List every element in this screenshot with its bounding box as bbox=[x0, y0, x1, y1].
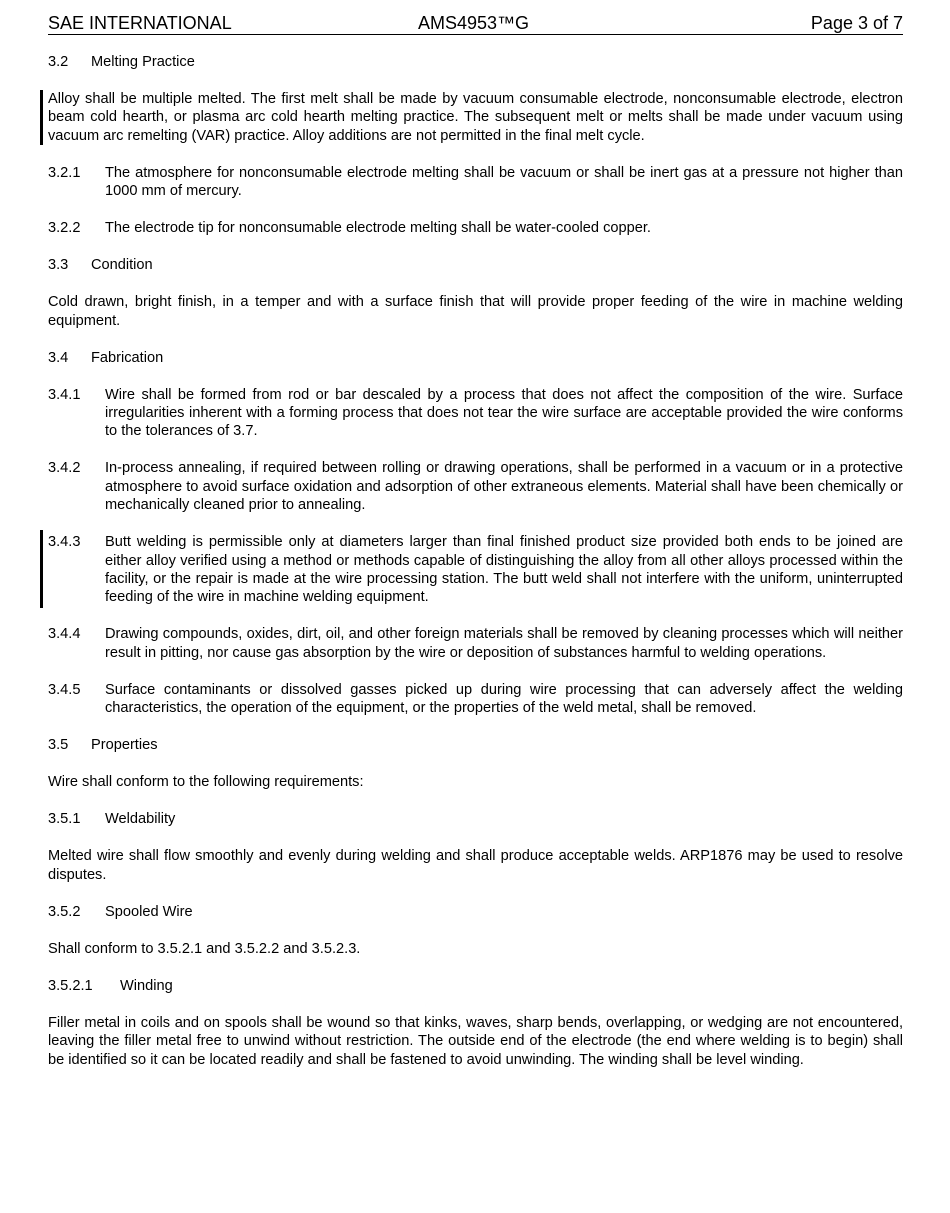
section-number: 3.4.5 bbox=[48, 681, 81, 698]
paragraph-text: The electrode tip for nonconsumable electrode melting shall be water-cooled copper. bbox=[105, 220, 651, 237]
section-title: Fabrication bbox=[91, 349, 164, 366]
section-heading-3-2 bbox=[48, 53, 903, 71]
section-heading-3-5-2 bbox=[48, 903, 903, 921]
section-title: Condition bbox=[91, 257, 153, 274]
section-number: 3.4.1 bbox=[48, 386, 81, 403]
section-heading-3-5-1 bbox=[48, 810, 903, 828]
paragraph-text: Melted wire shall flow smoothly and evenly during welding and shall produce acceptable welds. ARP1876 may be used to resolve disputes. bbox=[48, 848, 903, 883]
paragraph-text: Alloy shall be multiple melted. The first melt shall be made by vacuum consumable electrode, nonconsumable electrode, electron beam cold hearth, or plasma arc cold hearth melting practice. The subsequent melt or melts shall be made under vacuum using vacuum arc remelting (VAR) practice. Alloy additions are not permitted in the final melt cycle. bbox=[48, 91, 903, 144]
header-org: SAE INTERNATIONAL bbox=[48, 13, 232, 33]
section-item-3-4-2 bbox=[48, 459, 903, 514]
paragraph-text: Surface contaminants or dissolved gasses picked up during wire processing that can adversely affect the welding characteristics, the operation of the equipment, or the properties of the weld metal, shall be removed. bbox=[105, 681, 903, 717]
section-number: 3.5 bbox=[48, 737, 69, 754]
section-number: 3.4.4 bbox=[48, 626, 81, 643]
paragraph-text: Shall conform to 3.5.2.1 and 3.5.2.2 and 3.5.2.3. bbox=[48, 940, 361, 957]
section-item-3-4-4 bbox=[48, 625, 903, 662]
section-heading-3-3 bbox=[48, 256, 903, 274]
section-heading-3-4 bbox=[48, 349, 903, 367]
section-number: 3.5.1 bbox=[48, 811, 81, 828]
section-number: 3.5.2 bbox=[48, 903, 81, 920]
section-title: Spooled Wire bbox=[105, 903, 193, 920]
revision-change-bar bbox=[40, 90, 43, 145]
section-text-3-5-1 bbox=[48, 847, 903, 884]
section-item-3-2-1 bbox=[48, 164, 903, 201]
section-heading-3-5-2-1 bbox=[48, 977, 903, 995]
section-text-3-3 bbox=[48, 293, 903, 330]
section-number: 3.4 bbox=[48, 349, 69, 366]
paragraph-text: Butt welding is permissible only at diameters larger than final finished product size provided both ends to be joined are either alloy verified using a method or methods capable of distinguishing the alloy from all other alloys processed within the facility, or the repair is made at the wire processing station. The butt weld shall not interfere with the uniform, uninterrupted feeding of the wire in machine welding equipment. bbox=[105, 534, 903, 606]
section-text-3-5 bbox=[48, 773, 903, 791]
section-item-3-4-3 bbox=[48, 533, 903, 607]
section-number: 3.2.2 bbox=[48, 220, 81, 237]
paragraph-text: Drawing compounds, oxides, dirt, oil, and other foreign materials shall be removed by cleaning processes which will neither result in pitting, nor cause gas absorption by the wire or deposition of substances harmful to welding operations. bbox=[105, 626, 903, 661]
page-header bbox=[48, 12, 903, 35]
header-page-number: Page 3 of 7 bbox=[810, 13, 903, 33]
section-number: 3.5.2.1 bbox=[48, 977, 93, 994]
paragraph-text: In-process annealing, if required between rolling or drawing operations, shall be performed in a vacuum or in a protective atmosphere to avoid surface oxidation and adsorption of other extraneous elements. Material shall have been chemically or mechanically cleaned prior to annealing. bbox=[105, 460, 903, 514]
section-number: 3.4.2 bbox=[48, 460, 81, 477]
section-text-3-2 bbox=[48, 90, 903, 145]
section-heading-3-5 bbox=[48, 736, 903, 754]
section-title: Properties bbox=[91, 737, 158, 754]
paragraph-text: Wire shall conform to the following requirements: bbox=[48, 774, 364, 791]
paragraph-text: The atmosphere for nonconsumable electrode melting shall be vacuum or shall be inert gas at a pressure not higher than 1000 mm of mercury. bbox=[105, 164, 903, 200]
document-body bbox=[48, 53, 903, 1088]
section-item-3-2-2 bbox=[48, 219, 903, 237]
section-title: Melting Practice bbox=[91, 54, 195, 70]
paragraph-text: Cold drawn, bright finish, in a temper and with a surface finish that will provide proper feeding of the wire in machine welding equipment. bbox=[48, 294, 903, 329]
section-number: 3.2.1 bbox=[48, 164, 81, 181]
section-text-3-5-2-1 bbox=[48, 1014, 903, 1069]
section-title: Winding bbox=[120, 977, 173, 994]
section-number: 3.4.3 bbox=[48, 534, 81, 551]
section-title: Weldability bbox=[105, 811, 176, 828]
paragraph-text: Filler metal in coils and on spools shall be wound so that kinks, waves, sharp bends, overlapping, or wedging are not encountered, leaving the filler metal free to unwind without restriction. The outside end of the electrode (the end where welding is to begin) shall be identified so it can be located readily and shall be fastened to avoid unwinding. The winding shall be level winding. bbox=[48, 1014, 903, 1068]
section-text-3-5-2 bbox=[48, 940, 903, 958]
section-number: 3.3 bbox=[48, 257, 69, 274]
paragraph-text: Wire shall be formed from rod or bar descaled by a process that does not affect the composition of the wire. Surface irregularities inherent with a forming process that does not tear the wire surface are acceptable provided the wire conforms to the tolerances of 3.7. bbox=[105, 386, 903, 440]
header-document-number: AMS4953™G bbox=[418, 13, 530, 33]
section-number: 3.2 bbox=[48, 54, 69, 70]
revision-change-bar bbox=[40, 530, 43, 608]
section-item-3-4-1 bbox=[48, 386, 903, 441]
section-item-3-4-5 bbox=[48, 681, 903, 718]
